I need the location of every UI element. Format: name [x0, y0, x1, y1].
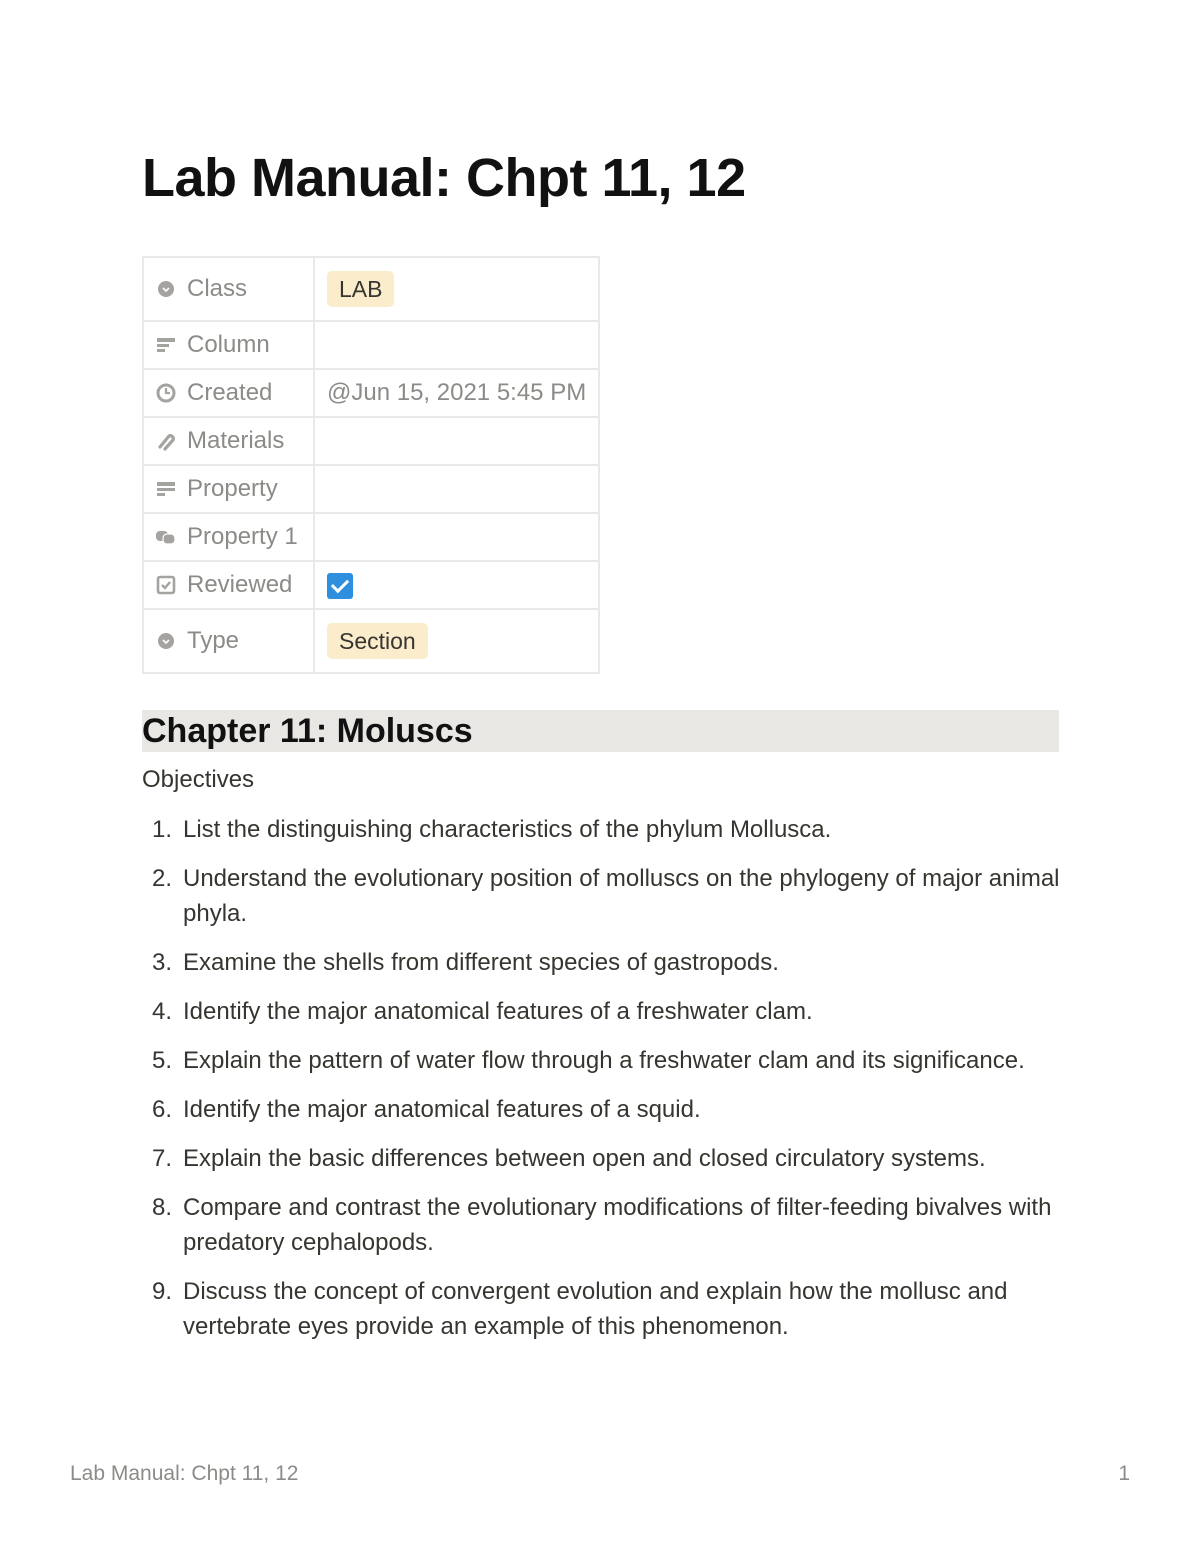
property-name-cell: [143, 513, 314, 561]
list-item: [142, 1043, 1067, 1078]
property-label: Property: [187, 475, 278, 502]
list-number: 9.: [151, 1278, 172, 1305]
property-value-cell[interactable]: [314, 465, 599, 513]
property-name-cell: [143, 257, 314, 321]
property-row-column: [143, 321, 599, 369]
property-value-cell[interactable]: [314, 561, 599, 609]
list-item: [142, 1274, 1067, 1344]
paperclip-icon: [155, 430, 177, 452]
clock-icon: [155, 382, 177, 404]
list-number: 3.: [151, 949, 172, 976]
property-value-cell[interactable]: [314, 257, 599, 321]
property-name-cell: [143, 609, 314, 673]
property-label: Property 1: [187, 523, 298, 550]
footer-title: Lab Manual: Chpt 11, 12: [70, 1462, 299, 1485]
page-title: Lab Manual: Chpt 11, 12: [142, 148, 746, 208]
property-value-cell: [314, 369, 599, 417]
list-number: 5.: [151, 1047, 172, 1074]
property-label: Type: [187, 627, 240, 654]
list-number: 6.: [151, 1096, 172, 1123]
text-icon: [155, 334, 177, 356]
list-item: [142, 861, 1067, 931]
list-number: 7.: [151, 1145, 172, 1172]
select-icon: [155, 630, 177, 652]
list-item: [142, 994, 1067, 1029]
property-row-created: [143, 369, 599, 417]
list-text: Discuss the concept of convergent evolution and explain how the mollusc and vertebrate eyes provide an example of this phenomenon.: [183, 1278, 1008, 1340]
list-item: [142, 1141, 1067, 1176]
multiselect-icon: [155, 526, 177, 548]
property-name-cell: [143, 321, 314, 369]
property-value-cell[interactable]: [314, 321, 599, 369]
property-row-class: [143, 257, 599, 321]
list-text: Compare and contrast the evolutionary modifications of filter-feeding bivalves with predatory cephalopods.: [183, 1194, 1052, 1256]
list-item: [142, 812, 1067, 847]
select-icon: [155, 278, 177, 300]
list-number: 1.: [151, 816, 172, 843]
property-label: Class: [187, 275, 248, 302]
property-row-property-1: [143, 513, 599, 561]
property-label: Column: [187, 331, 270, 358]
class-tag[interactable]: LAB: [327, 271, 394, 307]
list-number: 2.: [151, 865, 172, 892]
property-name-cell: [143, 465, 314, 513]
property-value-cell[interactable]: [314, 513, 599, 561]
property-label: Materials: [187, 427, 285, 454]
property-name-cell: [143, 561, 314, 609]
property-row-type: [143, 609, 599, 673]
list-text: Examine the shells from different species of gastropods.: [183, 949, 779, 976]
property-name-cell: [143, 369, 314, 417]
list-text: Explain the basic differences between open and closed circulatory systems.: [183, 1145, 986, 1172]
list-text: Identify the major anatomical features of a freshwater clam.: [183, 998, 813, 1025]
list-item: [142, 1190, 1067, 1260]
checkbox-icon: [155, 574, 177, 596]
property-row-reviewed: [143, 561, 599, 609]
list-text: Explain the pattern of water flow through a freshwater clam and its significance.: [183, 1047, 1025, 1074]
reviewed-checkbox[interactable]: [327, 573, 353, 599]
type-tag[interactable]: Section: [327, 623, 428, 659]
property-row-property: [143, 465, 599, 513]
text-icon: [155, 478, 177, 500]
list-text: List the distinguishing characteristics of the phylum Mollusca.: [183, 816, 832, 843]
footer-page-number: 1: [1118, 1462, 1130, 1485]
list-text: Identify the major anatomical features of a squid.: [183, 1096, 701, 1123]
created-value: @Jun 15, 2021 5:45 PM: [327, 379, 587, 406]
property-label: Created: [187, 379, 273, 406]
objectives-label: Objectives: [142, 766, 255, 793]
chapter-heading: Chapter 11: Moluscs: [142, 710, 1059, 752]
list-number: 8.: [151, 1194, 172, 1221]
list-item: [142, 945, 1067, 980]
property-label: Reviewed: [187, 571, 293, 598]
list-text: Understand the evolutionary position of molluscs on the phylogeny of major animal phyla.: [183, 865, 1060, 927]
list-number: 4.: [151, 998, 172, 1025]
objectives-list: [142, 812, 1067, 1358]
list-item: [142, 1092, 1067, 1127]
property-row-materials: [143, 417, 599, 465]
property-name-cell: [143, 417, 314, 465]
property-value-cell[interactable]: [314, 609, 599, 673]
properties-table: [142, 256, 600, 674]
property-value-cell[interactable]: [314, 417, 599, 465]
